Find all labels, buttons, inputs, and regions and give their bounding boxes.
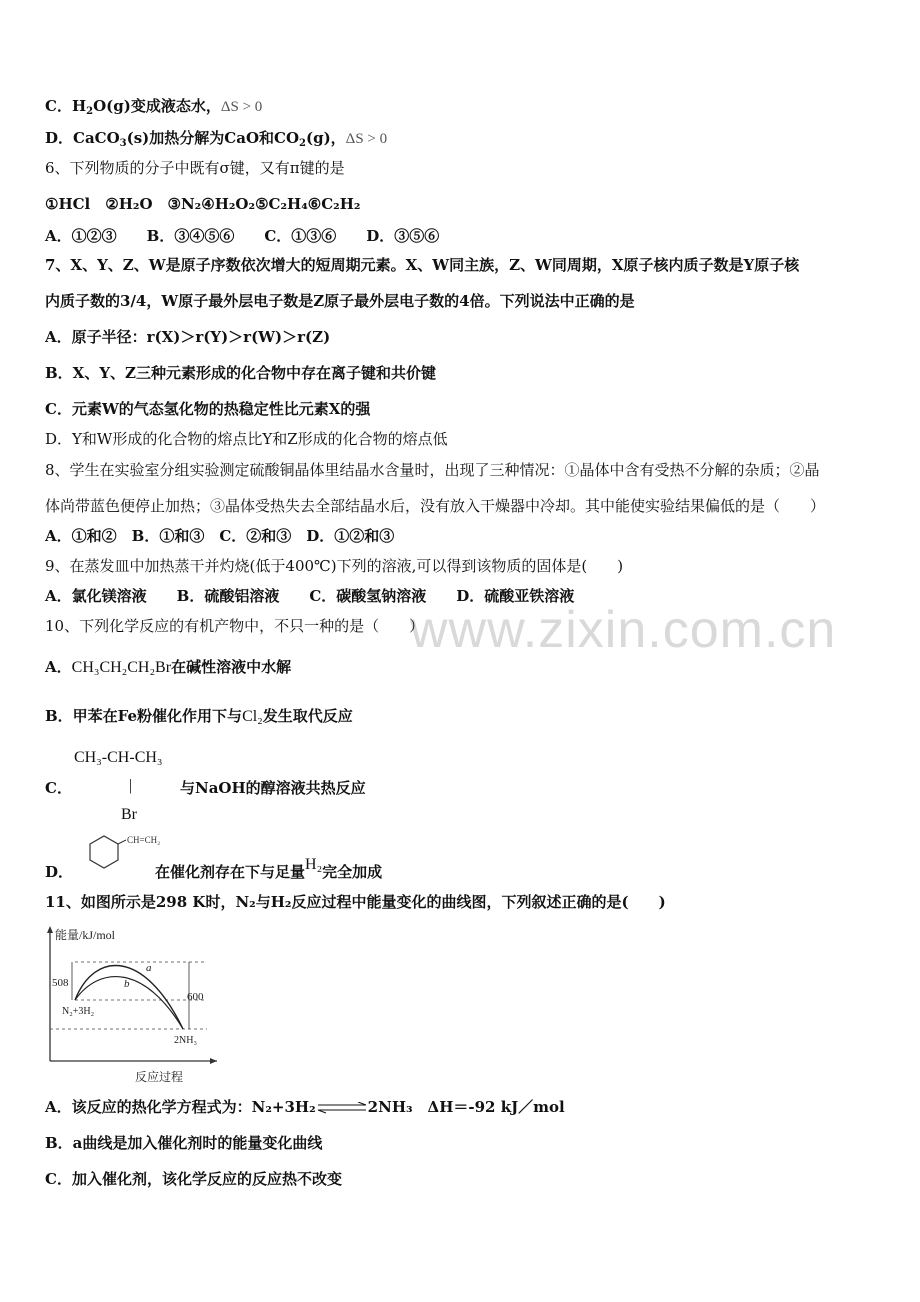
energy-y-label: 能量/kJ/mol xyxy=(55,928,116,942)
q5-option-d: D．CaCO$_3$(s)加热分解为CaO和$CO_2(g)$，ΔS > 0 xyxy=(45,129,388,149)
q9-options: A．氯化镁溶液 B．硫酸铝溶液 C．碳酸氢钠溶液 D．硫酸亚铁溶液 xyxy=(45,587,575,605)
q7-stem-1: 7、X、Y、Z、W是原子序数依次增大的短周期元素。X、W同主族，Z、W同周期，X原子核内质子数是Y原子核 xyxy=(45,256,800,274)
energy-label-600: 600 xyxy=(187,991,204,1003)
q11-option-b: B．a曲线是加入催化剂时的能量变化曲线 xyxy=(45,1134,323,1152)
styrene-vinyl-label: CH=CH₂ xyxy=(127,835,160,845)
q10-option-d-text: 在催化剂存在下与足量H₂完全加成 xyxy=(155,856,383,881)
q8-stem-2: 体尚带蓝色便停止加热；③晶体受热失去全部结晶水后，没有放入干燥器中冷却。其中能使实验结果偏低的是（ ） xyxy=(45,497,826,515)
styrene-structure xyxy=(70,832,160,876)
curve-a-label: a xyxy=(146,962,152,974)
q6-stem: 6、下列物质的分子中既有σ键，又有π键的是 xyxy=(45,159,345,177)
energy-x-label: 反应过程 xyxy=(135,1070,184,1084)
q8-options: A．①和② B．①和③ C．②和③ D．①②和③ xyxy=(45,527,395,545)
q7-option-c: C．元素W的气态氢化物的热稳定性比元素X的强 xyxy=(45,400,371,418)
q10-option-a: A．CH₃CH₂CH₂Br在碱性溶液中水解 xyxy=(45,658,292,676)
reactants-label: N₂+3H₂ xyxy=(62,1006,95,1017)
q10-option-d: D． xyxy=(45,863,74,881)
curve-a xyxy=(75,966,183,1029)
q10-option-c-text: 与NaOH的醇溶液共热反应 xyxy=(180,779,366,797)
q8-stem-1: 8、学生在实验室分组实验测定硫酸铜晶体里结晶水含量时，出现了三种情况：①晶体中含有受热不分解的杂质；②晶 xyxy=(45,461,820,479)
q10-option-c-bond: | xyxy=(129,777,133,794)
q10-option-c-br: Br xyxy=(121,806,137,823)
energy-diagram xyxy=(45,925,220,1093)
q9-stem: 9、在蒸发皿中加热蒸干并灼烧(低于400℃)下列的溶液,可以得到该物质的固体是( ) xyxy=(45,557,624,575)
q11-stem: 11、如图所示是298 K时，N₂与H₂反应过程中能量变化的曲线图，下列叙述正确的是( ) xyxy=(45,893,666,911)
q10-option-b: B．甲苯在Fe粉催化作用下与Cl₂发生取代反应 xyxy=(45,707,353,725)
q7-stem-2: 内质子数的3/4，W原子最外层电子数是Z原子最外层电子数的4倍。下列说法中正确的是 xyxy=(45,292,635,310)
q11-option-a: A．该反应的热化学方程式为：N₂+3H₂ 2NH₃ ΔH＝-92 kJ／mol xyxy=(45,1098,565,1116)
curve-b-label: b xyxy=(124,978,130,990)
q10-stem: 10、下列化学反应的有机产物中，不只一种的是（ ） xyxy=(45,617,425,635)
q7-option-d: D．Y和W形成的化合物的熔点比Y和Z形成的化合物的熔点低 xyxy=(45,430,448,448)
q5-option-c: C．$H_2O(g)$变成液态水，ΔS > 0 xyxy=(45,97,263,117)
energy-label-508: 508 xyxy=(52,977,69,989)
q7-option-b: B．X、Y、Z三种元素形成的化合物中存在离子键和共价键 xyxy=(45,364,436,382)
product-label: 2NH₃ xyxy=(174,1035,197,1046)
q11-option-c: C．加入催化剂，该化学反应的反应热不改变 xyxy=(45,1170,342,1188)
q7-option-a: A．原子半径：r(X)＞r(Y)＞r(W)＞r(Z) xyxy=(45,328,331,346)
equilibrium-arrow xyxy=(316,1102,368,1114)
q6-options: A．①②③ B．③④⑤⑥ C．①③⑥ D．③⑤⑥ xyxy=(45,227,440,245)
q6-items: ①HCl ②H₂O ③N₂④H₂O₂⑤C₂H₄⑥C₂H₂ xyxy=(45,195,361,213)
watermark: www.zixin.com.cn xyxy=(410,601,837,659)
q10-option-c: C． xyxy=(45,779,72,797)
q10-option-c-formula: CH₃-CH-CH₃ xyxy=(74,749,163,766)
